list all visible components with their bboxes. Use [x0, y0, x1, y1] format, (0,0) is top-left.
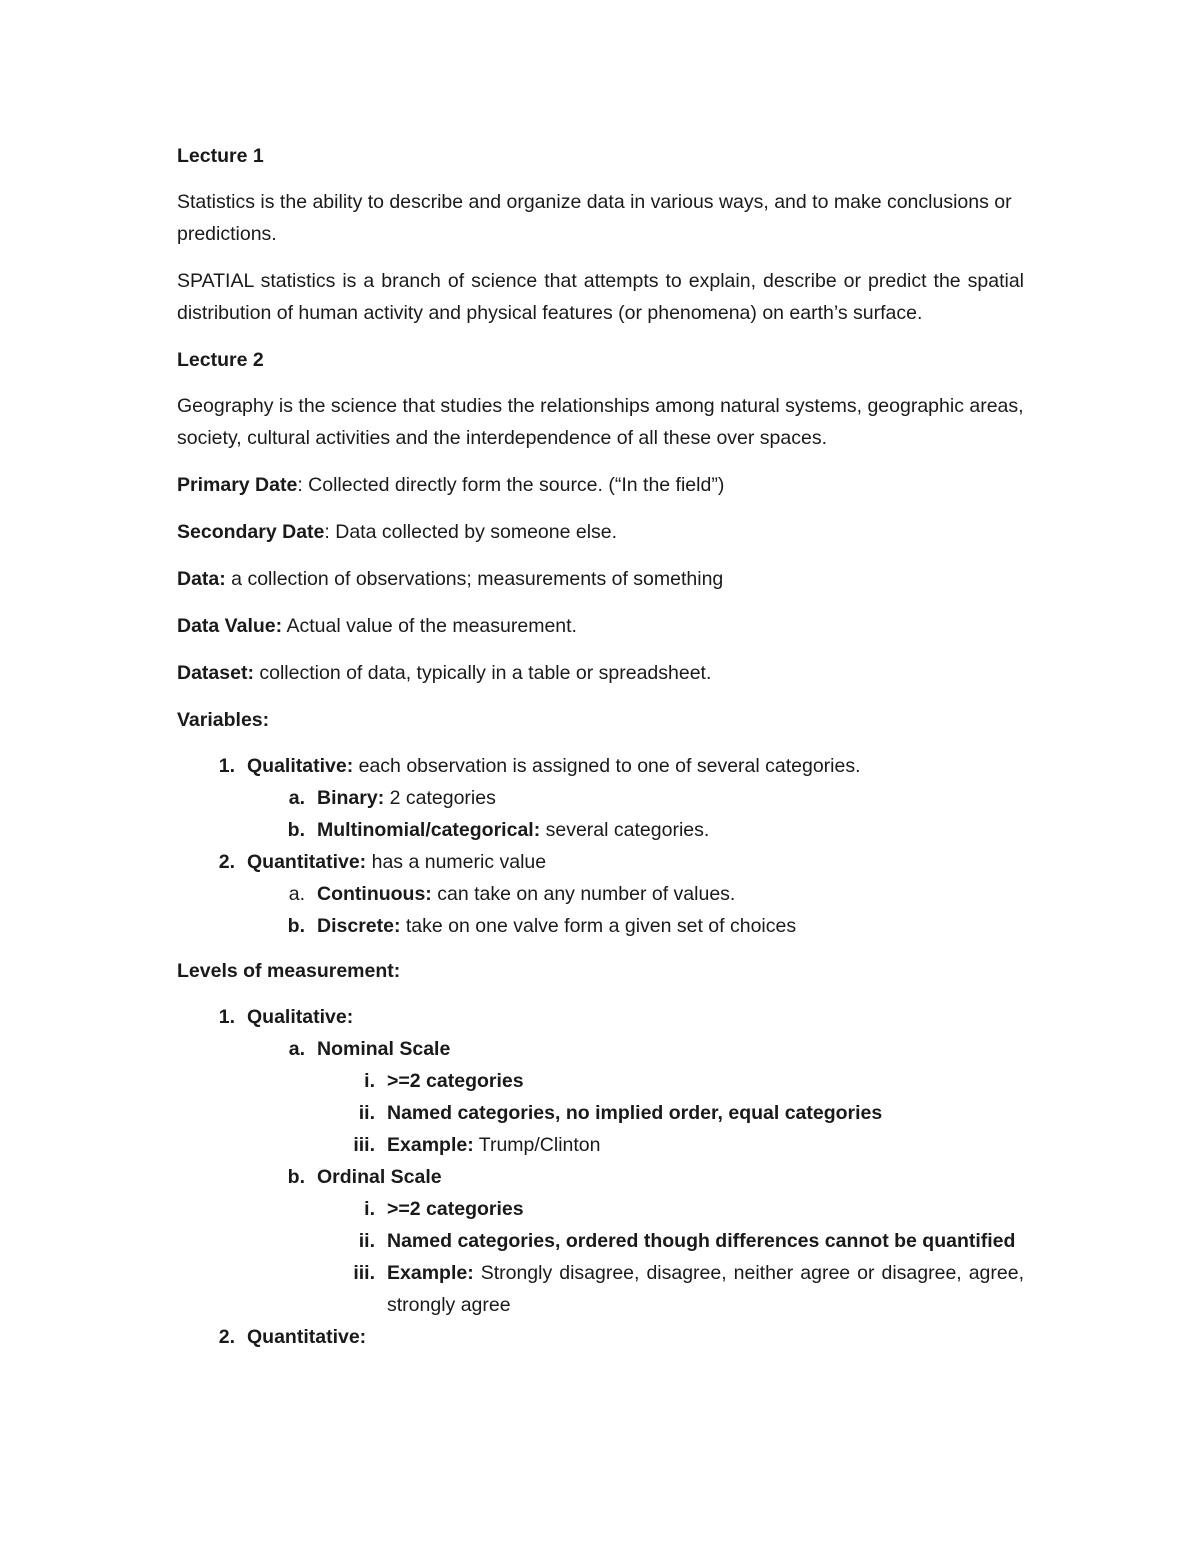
list-term: Example:	[387, 1262, 474, 1284]
list-text: Named categories, no implied order, equal categories	[387, 1102, 883, 1124]
list-item-quantitative	[177, 846, 1024, 942]
list-item-nominal-scale	[247, 1033, 1024, 1161]
definition-text: collection of data, typically in a table or spreadsheet.	[253, 662, 712, 684]
definition-data-value	[177, 610, 1024, 642]
list-number: 2.	[218, 851, 235, 873]
variables-heading: Variables:	[177, 709, 270, 731]
list-term: Qualitative:	[247, 755, 354, 777]
statistics-definition: Statistics is the ability to describe and organize data in various ways, and to make conclusions or predictions.	[177, 191, 1012, 245]
quantitative-sublist	[247, 878, 1024, 942]
list-term: Continuous:	[317, 883, 432, 905]
ordinal-details-list	[317, 1193, 1024, 1321]
lecture-2-heading: Lecture 2	[177, 349, 264, 371]
list-text: has a numeric value	[366, 851, 547, 873]
list-text: Named categories, ordered though differences cannot be quantified	[387, 1230, 1016, 1252]
lecture-1-heading: Lecture 1	[177, 145, 264, 167]
list-roman: i.	[364, 1070, 375, 1092]
list-letter: a.	[288, 787, 305, 809]
list-item-nominal-ii	[317, 1097, 1024, 1129]
geography-definition: Geography is the science that studies the relationships among natural systems, geographic areas, society, cultural activities and the interdependence of all these over spaces.	[177, 395, 1024, 449]
document-body	[177, 140, 1024, 1366]
qualitative-sublist	[247, 782, 1024, 846]
list-letter: a.	[288, 1038, 305, 1060]
spatial-statistics-definition: SPATIAL statistics is a branch of science that attempts to explain, describe or predict the spatial distribution of human activity and physical features (or phenomena) on earth’s surface.	[177, 270, 1024, 324]
levels-heading: Levels of measurement:	[177, 960, 401, 982]
list-term: Example:	[387, 1134, 474, 1156]
list-roman: ii.	[358, 1230, 375, 1252]
list-item-quantitative-level	[177, 1321, 1024, 1353]
variables-list	[177, 750, 1024, 942]
list-roman: ii.	[358, 1102, 375, 1124]
list-term: Nominal Scale	[317, 1038, 451, 1060]
list-number: 2.	[218, 1326, 235, 1348]
list-text: Trump/Clinton	[473, 1134, 601, 1156]
list-term: Ordinal Scale	[317, 1166, 442, 1188]
list-text: can take on any number of values.	[431, 883, 736, 905]
definition-dataset	[177, 657, 1024, 689]
definition-text: : Collected directly form the source. (“In the field”)	[297, 474, 725, 496]
list-item-continuous	[247, 878, 1024, 910]
list-letter: b.	[287, 915, 305, 937]
definition-primary-date	[177, 469, 1024, 501]
definition-text: Actual value of the measurement.	[282, 615, 577, 637]
definition-term: Data Value:	[177, 615, 283, 637]
list-item-ordinal-iii	[317, 1257, 1024, 1321]
list-roman: iii.	[353, 1262, 375, 1284]
list-text: Strongly disagree, disagree, neither agree or disagree, agree, strongly agree	[387, 1262, 1024, 1316]
list-roman: iii.	[353, 1134, 375, 1156]
list-number: 1.	[218, 1006, 235, 1028]
definition-text: a collection of observations; measurements of something	[225, 568, 724, 590]
list-item-qualitative-level	[177, 1001, 1024, 1321]
list-item-nominal-iii	[317, 1129, 1024, 1161]
definition-secondary-date	[177, 516, 1024, 548]
list-letter: b.	[287, 1166, 305, 1188]
list-item-ordinal-i	[317, 1193, 1024, 1225]
list-term: Qualitative:	[247, 1006, 354, 1028]
list-text: >=2 categories	[387, 1070, 524, 1092]
definition-data	[177, 563, 1024, 595]
list-item-qualitative	[177, 750, 1024, 846]
definition-term: Secondary Date	[177, 521, 325, 543]
list-text: several categories.	[540, 819, 710, 841]
list-term: Binary:	[317, 787, 385, 809]
list-term: Multinomial/categorical:	[317, 819, 541, 841]
list-letter: b.	[287, 819, 305, 841]
list-letter: a.	[288, 883, 305, 905]
list-roman: i.	[364, 1198, 375, 1220]
list-text: each observation is assigned to one of several categories.	[353, 755, 861, 777]
list-text: 2 categories	[384, 787, 496, 809]
nominal-details-list	[317, 1065, 1024, 1161]
list-term: Quantitative:	[247, 1326, 367, 1348]
list-item-ordinal-ii	[317, 1225, 1024, 1257]
list-item-nominal-i	[317, 1065, 1024, 1097]
qualitative-scales-list	[247, 1033, 1024, 1321]
list-term: Quantitative:	[247, 851, 367, 873]
definition-term: Dataset:	[177, 662, 254, 684]
list-item-binary	[247, 782, 1024, 814]
list-item-discrete	[247, 910, 1024, 942]
levels-list	[177, 1001, 1024, 1353]
definition-term: Data:	[177, 568, 226, 590]
list-item-multinomial	[247, 814, 1024, 846]
definition-term: Primary Date	[177, 474, 298, 496]
list-number: 1.	[218, 755, 235, 777]
list-term: Discrete:	[317, 915, 401, 937]
definition-text: : Data collected by someone else.	[324, 521, 618, 543]
list-text: >=2 categories	[387, 1198, 524, 1220]
list-text: take on one valve form a given set of choices	[400, 915, 797, 937]
list-item-ordinal-scale	[247, 1161, 1024, 1321]
